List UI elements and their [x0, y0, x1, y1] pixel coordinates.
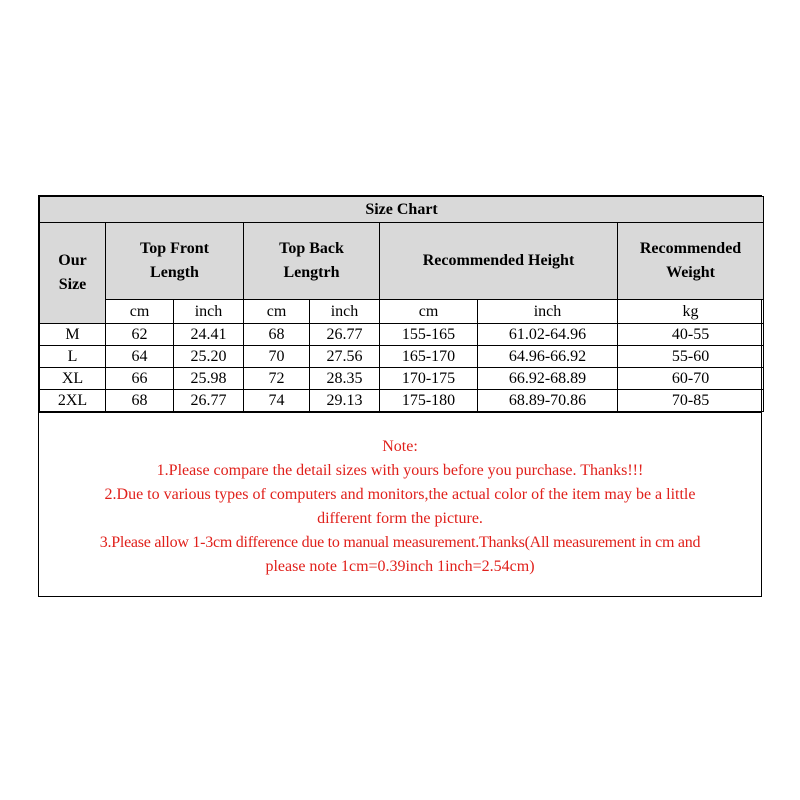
- table-cell: 24.41: [174, 324, 244, 346]
- unit-cell: inch: [310, 300, 380, 324]
- notes-block: [39, 412, 761, 596]
- unit-cell: inch: [174, 300, 244, 324]
- table-cell: 66.92-68.89: [478, 368, 618, 390]
- size-cell: XL: [40, 368, 106, 390]
- size-chart-table: [39, 196, 764, 412]
- table-cell: 70: [244, 346, 310, 368]
- table-cell: 25.98: [174, 368, 244, 390]
- table-cell: 70-85: [618, 390, 764, 412]
- unit-cell: inch: [478, 300, 618, 324]
- table-cell: 170-175: [380, 368, 478, 390]
- table-cell: 28.35: [310, 368, 380, 390]
- table-cell: 64: [106, 346, 174, 368]
- notes-heading: Note:: [382, 438, 418, 455]
- table-cell: 68.89-70.86: [478, 390, 618, 412]
- header-recommended-weight: Recommended Weight: [618, 223, 764, 300]
- table-row: [40, 368, 764, 390]
- unit-cell: cm: [380, 300, 478, 324]
- table-cell: 61.02-64.96: [478, 324, 618, 346]
- table-cell: 72: [244, 368, 310, 390]
- table-cell: 64.96-66.92: [478, 346, 618, 368]
- note-line: 2.Due to various types of computers and monitors,the actual color of the item may be a little: [104, 486, 696, 503]
- table-cell: 25.20: [174, 346, 244, 368]
- unit-row: [40, 300, 764, 324]
- table-cell: 26.77: [174, 390, 244, 412]
- table-cell: 55-60: [618, 346, 764, 368]
- note-line: 1.Please compare the detail sizes with yours before you purchase. Thanks!!!: [156, 462, 644, 479]
- size-cell: M: [40, 324, 106, 346]
- note-line: please note 1cm=0.39inch 1inch=2.54cm): [265, 558, 535, 575]
- note-line: 3.Please allow 1-3cm difference due to manual measurement.Thanks(All measurement in cm and: [99, 534, 701, 551]
- table-cell: 175-180: [380, 390, 478, 412]
- header-our-size: Our Size: [40, 223, 106, 324]
- table-cell: 68: [106, 390, 174, 412]
- size-cell: 2XL: [40, 390, 106, 412]
- table-cell: 165-170: [380, 346, 478, 368]
- chart-title: Size Chart: [40, 197, 764, 223]
- table-row: [40, 346, 764, 368]
- header-top-front-length: Top Front Length: [106, 223, 244, 300]
- table-cell: 60-70: [618, 368, 764, 390]
- unit-cell: cm: [106, 300, 174, 324]
- header-top-back-length: Top Back Lengtrh: [244, 223, 380, 300]
- table-cell: 29.13: [310, 390, 380, 412]
- unit-cell: kg: [618, 300, 764, 324]
- table-cell: 68: [244, 324, 310, 346]
- note-line: different form the picture.: [317, 510, 483, 527]
- table-row: [40, 324, 764, 346]
- header-recommended-height: Recommended Height: [380, 223, 618, 300]
- size-chart-sheet: [38, 195, 762, 597]
- table-cell: 26.77: [310, 324, 380, 346]
- table-cell: 155-165: [380, 324, 478, 346]
- table-cell: 74: [244, 390, 310, 412]
- table-cell: 62: [106, 324, 174, 346]
- table-row: [40, 390, 764, 412]
- unit-cell: cm: [244, 300, 310, 324]
- table-cell: 27.56: [310, 346, 380, 368]
- table-cell: 66: [106, 368, 174, 390]
- table-cell: 40-55: [618, 324, 764, 346]
- size-cell: L: [40, 346, 106, 368]
